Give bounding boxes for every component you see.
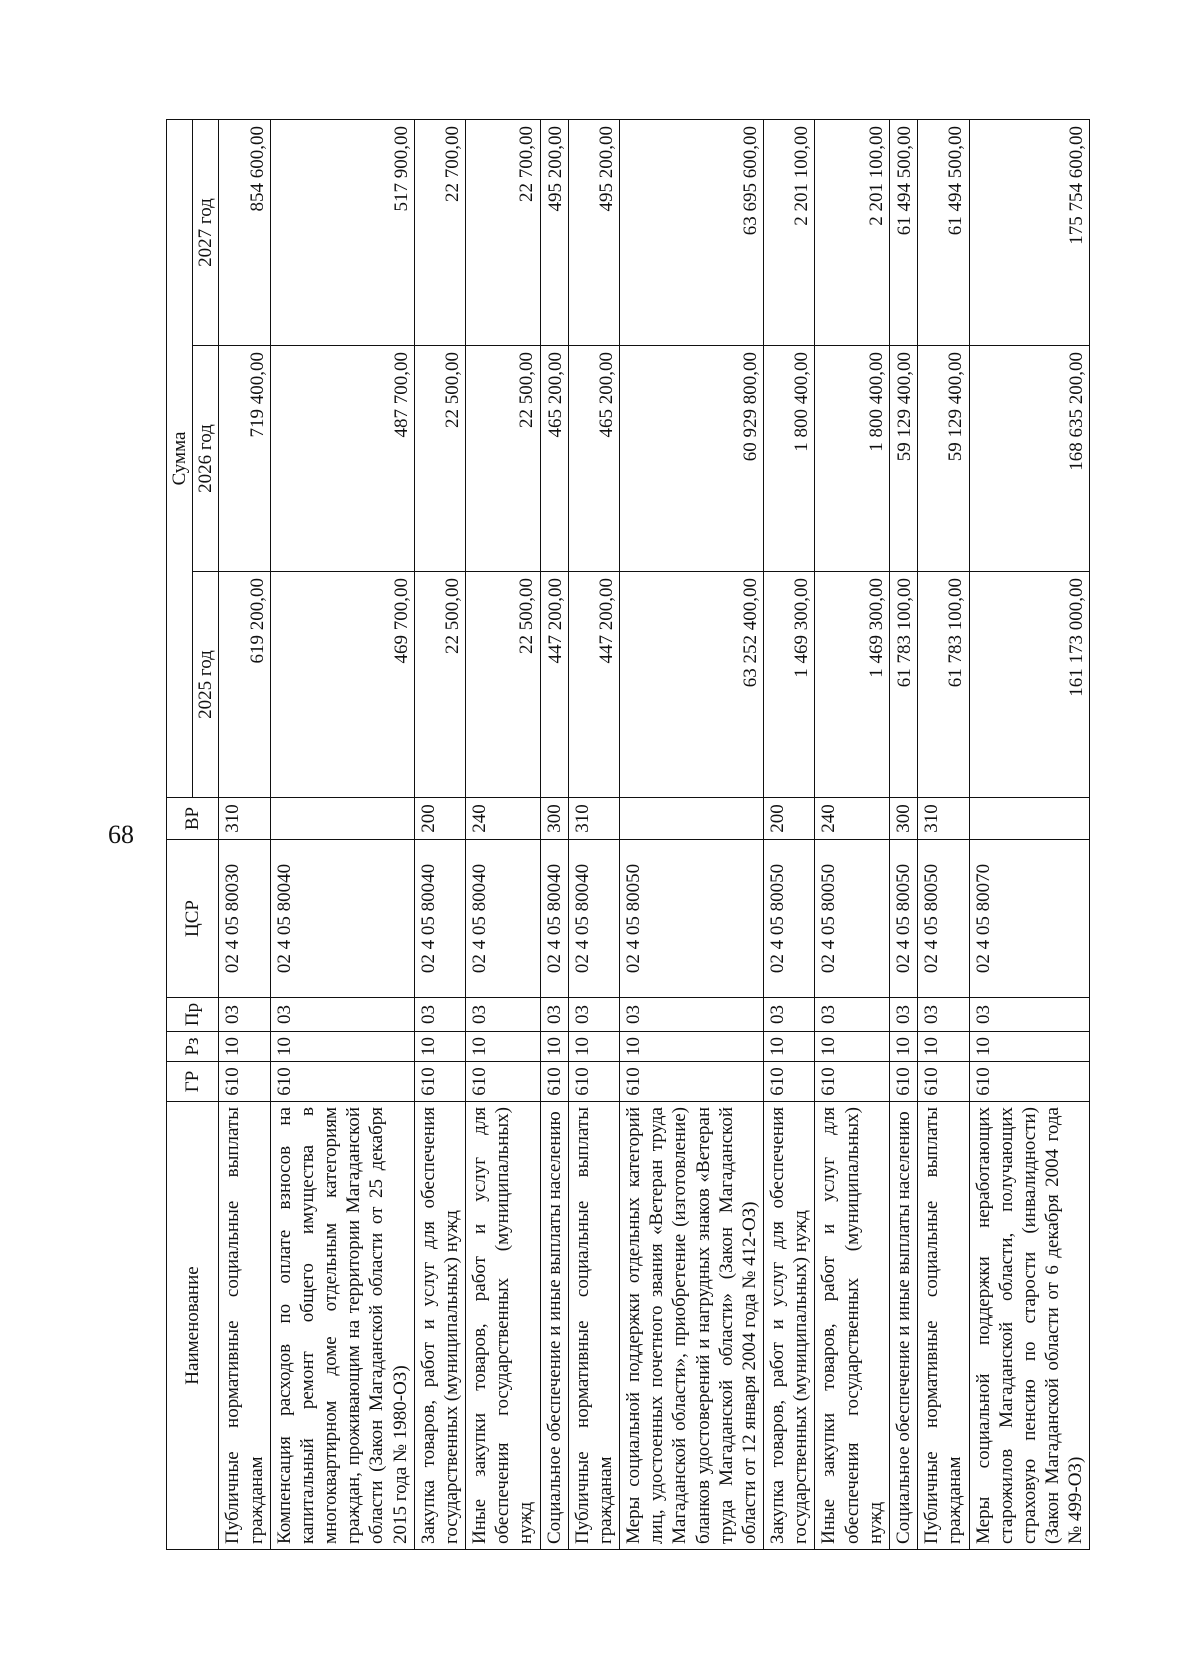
row-2025: 22 500,00 <box>414 572 465 798</box>
row-name: Закупка товаров, работ и услуг для обеспечения государственных (муниципальных) нужд <box>764 1102 815 1550</box>
row-2027: 22 700,00 <box>466 120 541 346</box>
row-2025: 63 252 400,00 <box>620 572 764 798</box>
table-row <box>889 120 917 1550</box>
header-2025: 2025 год <box>193 572 219 798</box>
header-row <box>167 120 193 1550</box>
row-rz: 10 <box>889 1032 917 1062</box>
row-2026: 59 129 400,00 <box>918 346 969 572</box>
row-2025: 161 173 000,00 <box>969 572 1090 798</box>
row-2025: 447 200,00 <box>568 572 619 798</box>
row-name: Публичные нормативные социальные выплаты гражданам <box>568 1102 619 1550</box>
row-vr: 200 <box>764 798 815 840</box>
row-csr: 02 4 05 80040 <box>540 840 568 998</box>
row-2027: 495 200,00 <box>568 120 619 346</box>
budget-table-rotated <box>166 120 1088 1550</box>
row-pr: 03 <box>540 998 568 1032</box>
row-name: Социальное обеспечение и иные выплаты населению <box>889 1102 917 1550</box>
row-name: Меры социальной поддержки отдельных категорий лиц, удостоенных почетного звания «Ветеран труда Магаданской области», приобретение (изготовление) бланков удостоверений и нагрудных знаков «Ветеран труда Магаданской области» (Закон Магаданской области от 12 января 2004 года № 412-ОЗ) <box>620 1102 764 1550</box>
row-2027: 22 700,00 <box>414 120 465 346</box>
row-vr <box>270 798 414 840</box>
row-2025: 61 783 100,00 <box>918 572 969 798</box>
row-vr <box>620 798 764 840</box>
row-csr: 02 4 05 80040 <box>270 840 414 998</box>
table-row <box>815 120 890 1550</box>
header-2026: 2026 год <box>193 346 219 572</box>
row-rz: 10 <box>815 1032 890 1062</box>
row-gr: 610 <box>969 1062 1090 1102</box>
table-row <box>270 120 414 1550</box>
row-2025: 22 500,00 <box>466 572 541 798</box>
header-sum: Сумма <box>167 120 193 798</box>
row-pr: 03 <box>969 998 1090 1032</box>
row-vr: 300 <box>889 798 917 840</box>
row-2027: 175 754 600,00 <box>969 120 1090 346</box>
row-gr: 610 <box>918 1062 969 1102</box>
row-vr: 240 <box>815 798 890 840</box>
row-rz: 10 <box>414 1032 465 1062</box>
row-csr: 02 4 05 80040 <box>414 840 465 998</box>
table-row <box>918 120 969 1550</box>
row-gr: 610 <box>620 1062 764 1102</box>
row-vr: 310 <box>568 798 619 840</box>
row-csr: 02 4 05 80050 <box>764 840 815 998</box>
table-row <box>568 120 619 1550</box>
row-rz: 10 <box>620 1032 764 1062</box>
header-gr: ГР <box>167 1062 219 1102</box>
row-gr: 610 <box>815 1062 890 1102</box>
row-csr: 02 4 05 80050 <box>918 840 969 998</box>
header-2027: 2027 год <box>193 120 219 346</box>
row-vr <box>969 798 1090 840</box>
row-rz: 10 <box>918 1032 969 1062</box>
row-2026: 59 129 400,00 <box>889 346 917 572</box>
row-name: Иные закупки товаров, работ и услуг для обеспечения государственных (муниципальных) нужд <box>815 1102 890 1550</box>
row-name: Меры социальной поддержки неработающих старожилов Магаданской области, получающих страховую пенсию по старости (инвалидности) (Закон Магаданской области от 6 декабря 2004 года № 499-ОЗ) <box>969 1102 1090 1550</box>
row-vr: 300 <box>540 798 568 840</box>
row-2026: 22 500,00 <box>414 346 465 572</box>
row-gr: 610 <box>414 1062 465 1102</box>
row-2026: 1 800 400,00 <box>815 346 890 572</box>
row-csr: 02 4 05 80030 <box>219 840 270 998</box>
row-pr: 03 <box>466 998 541 1032</box>
table-row <box>219 120 270 1550</box>
row-pr: 03 <box>620 998 764 1032</box>
row-vr: 200 <box>414 798 465 840</box>
table-row <box>969 120 1090 1550</box>
row-name: Публичные нормативные социальные выплаты гражданам <box>219 1102 270 1550</box>
row-pr: 03 <box>889 998 917 1032</box>
row-rz: 10 <box>568 1032 619 1062</box>
row-rz: 10 <box>270 1032 414 1062</box>
row-csr: 02 4 05 80040 <box>466 840 541 998</box>
row-pr: 03 <box>270 998 414 1032</box>
row-2025: 61 783 100,00 <box>889 572 917 798</box>
row-pr: 03 <box>414 998 465 1032</box>
row-2026: 719 400,00 <box>219 346 270 572</box>
row-2025: 619 200,00 <box>219 572 270 798</box>
row-2026: 1 800 400,00 <box>764 346 815 572</box>
row-name: Компенсация расходов по оплате взносов на капитальный ремонт общего имущества в многоквартирном доме отдельным категориям граждан, проживающим на территории Магаданской области (Закон Магаданской области от 25 декабря 2015 года № 1980-ОЗ) <box>270 1102 414 1550</box>
table-row <box>540 120 568 1550</box>
row-2027: 495 200,00 <box>540 120 568 346</box>
row-gr: 610 <box>270 1062 414 1102</box>
budget-table <box>166 119 1090 1550</box>
row-pr: 03 <box>918 998 969 1032</box>
row-rz: 10 <box>466 1032 541 1062</box>
row-name: Закупка товаров, работ и услуг для обеспечения государственных (муниципальных) нужд <box>414 1102 465 1550</box>
row-name: Иные закупки товаров, работ и услуг для обеспечения государственных (муниципальных) нужд <box>466 1102 541 1550</box>
row-name: Публичные нормативные социальные выплаты гражданам <box>918 1102 969 1550</box>
table-row <box>764 120 815 1550</box>
row-2025: 1 469 300,00 <box>764 572 815 798</box>
row-2026: 168 635 200,00 <box>969 346 1090 572</box>
row-gr: 610 <box>568 1062 619 1102</box>
row-gr: 610 <box>540 1062 568 1102</box>
row-2025: 1 469 300,00 <box>815 572 890 798</box>
row-gr: 610 <box>889 1062 917 1102</box>
row-csr: 02 4 05 80050 <box>889 840 917 998</box>
table-row <box>466 120 541 1550</box>
row-rz: 10 <box>219 1032 270 1062</box>
row-2026: 487 700,00 <box>270 346 414 572</box>
header-vr: ВР <box>167 798 219 840</box>
row-2027: 2 201 100,00 <box>764 120 815 346</box>
row-2027: 854 600,00 <box>219 120 270 346</box>
header-pr: Пр <box>167 998 219 1032</box>
row-vr: 240 <box>466 798 541 840</box>
row-pr: 03 <box>568 998 619 1032</box>
header-name: Наименование <box>167 1102 219 1550</box>
table-row <box>620 120 764 1550</box>
row-2027: 517 900,00 <box>270 120 414 346</box>
row-csr: 02 4 05 80070 <box>969 840 1090 998</box>
header-rz: Рз <box>167 1032 219 1062</box>
row-pr: 03 <box>764 998 815 1032</box>
row-2027: 61 494 500,00 <box>918 120 969 346</box>
table-row <box>414 120 465 1550</box>
row-2026: 465 200,00 <box>568 346 619 572</box>
row-pr: 03 <box>815 998 890 1032</box>
row-gr: 610 <box>764 1062 815 1102</box>
row-pr: 03 <box>219 998 270 1032</box>
row-2026: 60 929 800,00 <box>620 346 764 572</box>
row-csr: 02 4 05 80040 <box>568 840 619 998</box>
row-2026: 465 200,00 <box>540 346 568 572</box>
row-rz: 10 <box>540 1032 568 1062</box>
header-csr: ЦСР <box>167 840 219 998</box>
row-gr: 610 <box>466 1062 541 1102</box>
row-vr: 310 <box>219 798 270 840</box>
row-csr: 02 4 05 80050 <box>815 840 890 998</box>
row-2027: 61 494 500,00 <box>889 120 917 346</box>
row-vr: 310 <box>918 798 969 840</box>
row-rz: 10 <box>764 1032 815 1062</box>
row-2027: 2 201 100,00 <box>815 120 890 346</box>
row-2025: 447 200,00 <box>540 572 568 798</box>
row-rz: 10 <box>969 1032 1090 1062</box>
row-2027: 63 695 600,00 <box>620 120 764 346</box>
row-2026: 22 500,00 <box>466 346 541 572</box>
row-csr: 02 4 05 80050 <box>620 840 764 998</box>
row-gr: 610 <box>219 1062 270 1102</box>
row-2025: 469 700,00 <box>270 572 414 798</box>
page-number: 68 <box>108 820 134 849</box>
row-name: Социальное обеспечение и иные выплаты населению <box>540 1102 568 1550</box>
